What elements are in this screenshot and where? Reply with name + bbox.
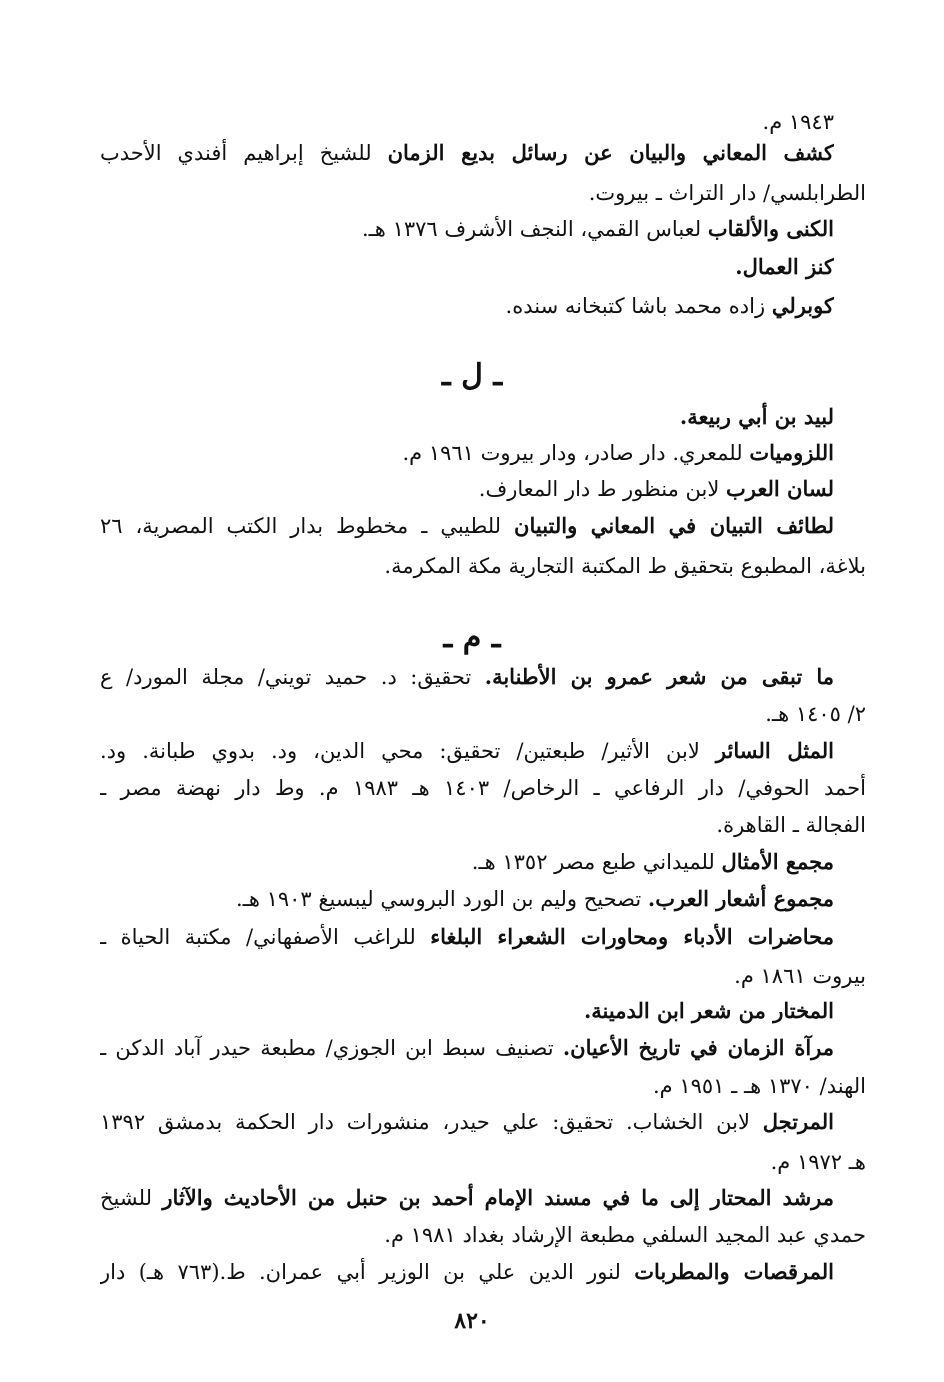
entry-title: المثل السائر [715, 738, 834, 763]
entry-title: كوبرلي [771, 293, 834, 318]
bibliography-line [100, 771, 866, 805]
entry-title: اللزوميات [749, 440, 834, 465]
entry-title: مجموع أشعار العرب. [647, 886, 834, 911]
bibliography-line [100, 1255, 834, 1289]
entry-details: للشيخ [100, 1186, 163, 1210]
bibliography-line [100, 994, 834, 1028]
bibliography-line [100, 105, 834, 139]
bibliography-line [100, 920, 834, 954]
entry-details: للراغب الأصفهاني/ مكتبة الحياة ـ [100, 925, 431, 949]
entry-details: للطيبي ـ مخطوط بدار الكتب المصرية، ٢٦ [100, 514, 515, 538]
entry-title: لبيد بن أبي ربيعة. [679, 404, 834, 429]
bibliography-line [100, 436, 834, 470]
entry-details: للميداني طبع مصر ١٣٥٢ هـ. [471, 850, 722, 874]
entry-details: لابن منظور ط دار المعارف. [478, 477, 727, 501]
entry-details: تحقيق: د. حميد تويني/ مجلة المورد/ ع [100, 665, 485, 689]
entry-details: للشيخ إبراهيم أفندي الأحدب [100, 141, 388, 165]
entry-title: مجمع الأمثال [721, 849, 834, 874]
entry-details: الفجالة ـ القاهرة. [716, 813, 866, 837]
bibliography-line [100, 1069, 866, 1103]
bibliography-line [100, 250, 834, 284]
entry-title: محاضرات الأدباء ومحاورات الشعراء البلغاء [430, 924, 834, 949]
entry-title: مرشد المحتار إلى ما في مسند الإمام أحمد بن حنبل من الأحاديث والآثار [162, 1185, 834, 1210]
entry-details: ٢/ ١٤٠٥ هـ. [765, 702, 866, 726]
entry-title: كنز العمال. [735, 254, 834, 279]
entry-details: لنور الدين علي بن الوزير أبي عمران. ط.(٧٦٣ هـ) دار [100, 1260, 635, 1284]
bibliography-line [100, 136, 834, 170]
entry-title: لسان العرب [726, 476, 834, 501]
bibliography-line [100, 1181, 834, 1215]
bibliography-line [100, 289, 834, 323]
bibliography-line [100, 845, 834, 879]
entry-details: بلاغة، المطبوع بتحقيق ط المكتبة التجارية مكة المكرمة. [384, 554, 866, 578]
entry-details: هـ ١٩٧٢ م. [770, 1150, 866, 1174]
bibliography-line [100, 882, 834, 916]
entry-title: الكنى والألقاب [707, 216, 834, 241]
entry-title: مرآة الزمان في تاريخ الأعيان. [562, 1035, 834, 1060]
entry-details: لعباس القمي، النجف الأشرف ١٣٧٦ هـ. [361, 217, 708, 241]
section-heading-mim: ـ م ـ [443, 620, 501, 655]
entry-details: الهند/ ١٣٧٠ هـ ـ ١٩٥١ م. [652, 1074, 866, 1098]
entry-details: الطرابلسي/ دار التراث ـ بيروت. [588, 181, 866, 205]
entry-details: تصحيح وليم بن الورد البروسي ليبسيغ ١٩٠٣ هـ. [236, 887, 648, 911]
entry-details: لابن الخشاب. تحقيق: علي حيدر، منشورات دار الحكمة بدمشق ١٣٩٢ [100, 1110, 763, 1134]
bibliography-line [100, 1145, 866, 1179]
bibliography-line [100, 959, 866, 993]
bibliography-line [100, 1031, 834, 1065]
entry-details: تصنيف سبط ابن الجوزي/ مطبعة حيدر آباد الدكن ـ [100, 1036, 563, 1060]
entry-title: كشف المعاني والبيان عن رسائل بديع الزمان [387, 140, 834, 165]
bibliography-line [100, 212, 834, 246]
entry-details: زاده محمد باشا كتبخانه سنده. [505, 294, 772, 318]
entry-title: المختار من شعر ابن الدمينة. [583, 998, 834, 1023]
entry-details: حمدي عبد المجيد السلفي مطبعة الإرشاد بغداد ١٩٨١ م. [384, 1223, 866, 1247]
page-number: ٨٢٠ [454, 1308, 490, 1334]
entry-title: المرتجل [762, 1109, 834, 1134]
entry-title: لطائف التبيان في المعاني والتبيان [514, 513, 834, 538]
bibliography-line [100, 400, 834, 434]
bibliography-line [100, 1105, 834, 1139]
entry-title: المرقصات والمطربات [634, 1259, 834, 1284]
bibliography-line [100, 660, 834, 694]
bibliography-line [100, 472, 834, 506]
entry-details: ١٩٤٣ م. [762, 110, 834, 134]
bibliography-line [100, 549, 866, 583]
entry-details: بيروت ١٨٦١ م. [734, 964, 866, 988]
entry-details: لابن الأثير/ طبعتين/ تحقيق: محي الدين، ود. بدوي طبانة. ود. [100, 739, 716, 763]
bibliography-line [100, 509, 834, 543]
bibliography-line [100, 176, 866, 210]
entry-details: للمعري. دار صادر، ودار بيروت ١٩٦١ م. [402, 441, 750, 465]
bibliography-line [100, 1218, 866, 1252]
bibliography-line [100, 734, 834, 768]
entry-title: ما تبقى من شعر عمرو بن الأطنابة. [484, 664, 834, 689]
entry-details: أحمد الحوفي/ دار الرفاعي ـ الرخاص/ ١٤٠٣ هـ ١٩٨٣ م. وط دار نهضة مصر ـ [100, 776, 866, 800]
section-heading-lam: ـ ل ـ [441, 358, 503, 393]
bibliography-line [100, 697, 866, 731]
bibliography-line [100, 808, 866, 842]
